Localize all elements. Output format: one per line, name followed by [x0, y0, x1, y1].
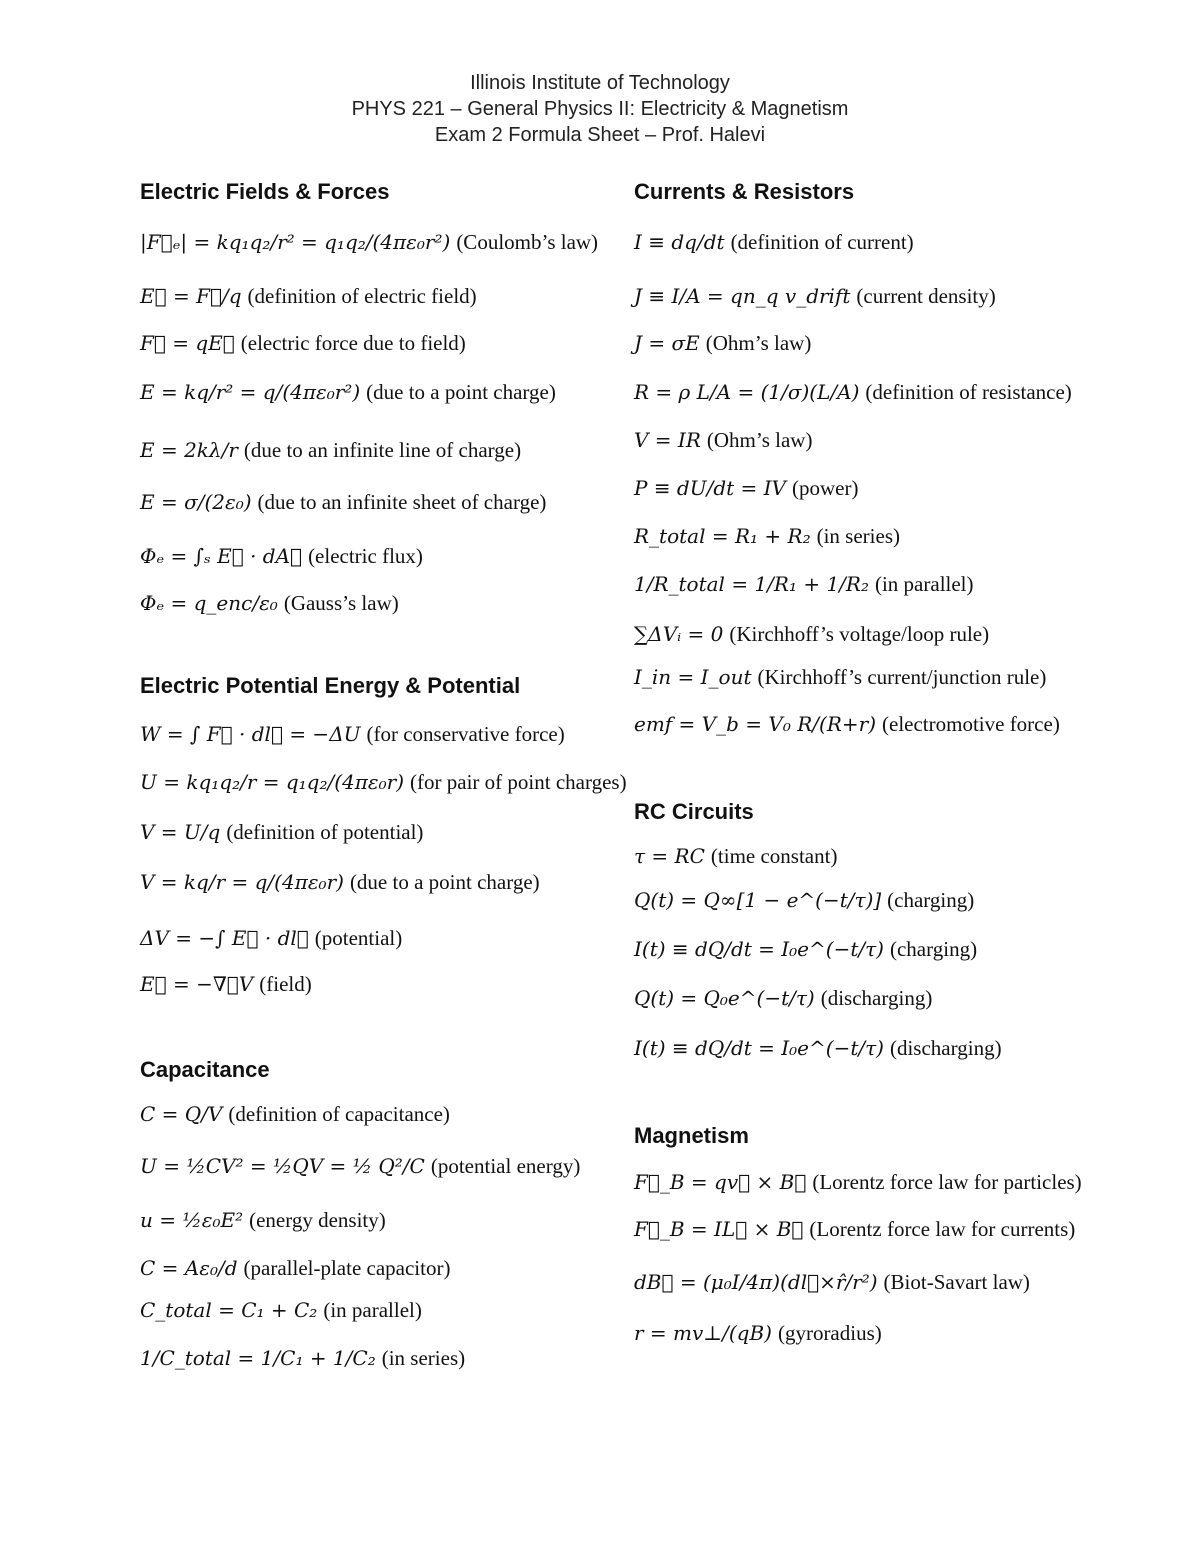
formula-row: [634, 222, 914, 262]
formula-note: (charging): [889, 936, 978, 961]
formula-row: [634, 372, 1072, 412]
formula-note: (in series): [816, 523, 900, 548]
formula-row: [140, 430, 521, 470]
formula-equation: E = 2kλ/r: [140, 438, 238, 462]
formula-note: (Biot-Savart law): [883, 1269, 1030, 1294]
formula-equation: W = ∫ F⃗ · dl⃗ = −ΔU: [140, 722, 361, 746]
formula-equation: r = mv⊥/(qB): [634, 1321, 772, 1345]
formula-row: [140, 583, 399, 623]
formula-row: [140, 964, 312, 1004]
formula-note: (Ohm’s law): [706, 427, 813, 452]
formula-row: [634, 1028, 1002, 1068]
formula-row: [140, 918, 402, 958]
formula-note: (current density): [856, 283, 996, 308]
formula-note: (due to an infinite line of charge): [243, 437, 522, 462]
section-title: Electric Fields & Forces: [140, 179, 390, 204]
formula-row: [634, 468, 858, 508]
formula-row: [140, 1290, 422, 1330]
formula-note: (definition of resistance): [865, 379, 1072, 404]
formula-equation: ΔV = −∫ E⃗ · dl⃗: [140, 926, 309, 950]
formula-note: (definition of potential): [226, 819, 424, 844]
formula-equation: V = kq/r = q/(4πε₀r): [140, 870, 344, 894]
formula-note: (electric force due to field): [240, 330, 466, 355]
formula-equation: 1/R_total = 1/R₁ + 1/R₂: [634, 572, 869, 596]
formula-note: (in parallel): [323, 1297, 422, 1322]
formula-note: (discharging): [820, 985, 933, 1010]
formula-row: [140, 1200, 386, 1240]
formula-equation: I ≡ dq/dt: [634, 230, 725, 254]
formula-row: [634, 704, 1060, 744]
formula-row: [634, 978, 932, 1018]
formula-note: (due to a point charge): [366, 379, 556, 404]
formula-note: (parallel-plate capacitor): [243, 1255, 451, 1280]
formula-row: [634, 564, 974, 604]
section-currents-resistors: [634, 176, 1174, 736]
formula-note: (Kirchhoff’s current/junction rule): [757, 664, 1047, 689]
formula-equation: u = ½ε₀E²: [140, 1208, 244, 1232]
formula-note: (electromotive force): [882, 711, 1060, 736]
formula-row: [140, 222, 598, 262]
formula-row: [634, 614, 989, 654]
formula-note: (for conservative force): [366, 721, 565, 746]
formula-note: (Lorentz force law for particles): [812, 1169, 1082, 1194]
formula-equation: Q(t) = Q∞[1 − e^(−t/τ)]: [634, 888, 882, 912]
formula-row: [634, 880, 974, 920]
formula-note: (Kirchhoff’s voltage/loop rule): [729, 621, 990, 646]
formula-row: [140, 1248, 450, 1288]
formula-note: (definition of electric field): [247, 283, 477, 308]
formula-row: [140, 1146, 580, 1186]
formula-equation: U = kq₁q₂/r = q₁q₂/(4πε₀r): [140, 770, 405, 794]
section-title: Magnetism: [634, 1123, 749, 1148]
formula-equation: 1/C_total = 1/C₁ + 1/C₂: [140, 1346, 376, 1370]
header-institution: Illinois Institute of Technology: [470, 72, 730, 94]
formula-row: [140, 372, 556, 412]
formula-equation: dB⃗ = (μ₀I/4π)(dl⃗×r̂/r²): [634, 1270, 878, 1294]
formula-equation: E = kq/r² = q/(4πε₀r²): [140, 380, 361, 404]
formula-row: [140, 323, 466, 363]
formula-equation: ∑ΔVᵢ = 0: [634, 622, 724, 646]
formula-equation: V = IR: [634, 428, 701, 452]
formula-equation: V = U/q: [140, 820, 221, 844]
formula-note: (potential): [314, 925, 403, 950]
formula-note: (definition of current): [730, 229, 914, 254]
formula-note: (Lorentz force law for currents): [809, 1216, 1076, 1241]
section-title: Electric Potential Energy & Potential: [140, 673, 521, 698]
header-course: PHYS 221 – General Physics II: Electricity & Magnetism: [351, 98, 849, 120]
formula-row: [634, 657, 1046, 697]
formula-row: [634, 276, 996, 316]
formula-note: (Gauss’s law): [283, 590, 399, 615]
section-title: RC Circuits: [634, 799, 754, 824]
formula-equation: Q(t) = Q₀e^(−t/τ): [634, 986, 815, 1010]
formula-note: (for pair of point charges): [410, 769, 627, 794]
formula-row: [634, 420, 812, 460]
section-rc-circuits: [634, 796, 1174, 1060]
formula-row: [140, 276, 477, 316]
formula-note: (due to an infinite sheet of charge): [257, 489, 547, 514]
section-title: Currents & Resistors: [634, 179, 855, 204]
formula-equation: emf = V_b = V₀ R/(R+r): [634, 712, 876, 736]
formula-note: (power): [791, 475, 859, 500]
formula-equation: Φₑ = ∫ₛ E⃗ · dA⃗: [140, 544, 303, 568]
formula-note: (in parallel): [874, 571, 974, 596]
section-magnetism: [634, 1120, 1174, 1345]
formula-equation: J ≡ I/A = qn_q v_drift: [634, 284, 851, 308]
formula-row: [634, 1162, 1082, 1202]
formula-row: [634, 516, 900, 556]
formula-equation: I(t) ≡ dQ/dt = I₀e^(−t/τ): [634, 937, 884, 961]
formula-equation: J = σE: [634, 331, 700, 355]
formula-note: (gyroradius): [777, 1320, 882, 1345]
formula-row: [634, 1209, 1075, 1249]
formula-row: [140, 812, 423, 852]
formula-row: [634, 323, 811, 363]
formula-note: (time constant): [710, 843, 838, 868]
formula-equation: Φₑ = q_enc/ε₀: [140, 591, 278, 615]
formula-note: (in series): [381, 1345, 466, 1370]
formula-equation: U = ½CV² = ½QV = ½ Q²/C: [140, 1154, 425, 1178]
formula-equation: F⃗_B = IL⃗ × B⃗: [634, 1217, 804, 1241]
formula-equation: C = Aε₀/d: [140, 1256, 238, 1280]
formula-equation: I_in = I_out: [634, 665, 752, 689]
formula-note: (charging): [887, 887, 975, 912]
formula-row: [634, 1313, 882, 1353]
formula-note: (Coulomb’s law): [456, 229, 599, 254]
formula-note: (potential energy): [430, 1153, 581, 1178]
formula-row: [140, 714, 565, 754]
formula-equation: I(t) ≡ dQ/dt = I₀e^(−t/τ): [634, 1036, 884, 1060]
formula-note: (Ohm’s law): [705, 330, 812, 355]
formula-row: [634, 836, 837, 876]
formula-equation: R = ρ L/A = (1/σ)(L/A): [634, 380, 860, 404]
formula-row: [634, 1262, 1030, 1302]
formula-equation: F⃗ = qE⃗: [140, 331, 235, 355]
formula-row: [140, 1338, 465, 1378]
section-capacitance: [140, 1054, 680, 1370]
sheet-header: [0, 70, 1200, 148]
formula-note: (discharging): [889, 1035, 1002, 1060]
formula-equation: E⃗ = −∇⃗V: [140, 972, 254, 996]
section-title: Capacitance: [140, 1057, 270, 1082]
formula-equation: R_total = R₁ + R₂: [634, 524, 811, 548]
formula-note: (field): [259, 971, 312, 996]
formula-equation: C_total = C₁ + C₂: [140, 1298, 318, 1322]
formula-note: (energy density): [249, 1207, 386, 1232]
formula-equation: E⃗ = F⃗/q: [140, 284, 242, 308]
formula-row: [140, 482, 546, 522]
header-exam: Exam 2 Formula Sheet – Prof. Halevi: [434, 124, 766, 146]
formula-row: [634, 929, 977, 969]
formula-equation: |F⃗ₑ| = kq₁q₂/r² = q₁q₂/(4πε₀r²): [140, 230, 451, 254]
formula-equation: P ≡ dU/dt = IV: [634, 476, 786, 500]
formula-row: [140, 536, 423, 576]
formula-equation: τ = RC: [634, 844, 705, 868]
formula-equation: C = Q/V: [140, 1102, 223, 1126]
formula-note: (due to a point charge): [349, 869, 540, 894]
formula-equation: F⃗_B = qv⃗ × B⃗: [634, 1170, 807, 1194]
formula-note: (electric flux): [308, 543, 423, 568]
formula-row: [140, 1094, 450, 1134]
formula-row: [140, 862, 540, 902]
formula-row: [140, 762, 627, 802]
formula-equation: E = σ/(2ε₀): [140, 490, 252, 514]
formula-note: (definition of capacitance): [228, 1101, 450, 1126]
